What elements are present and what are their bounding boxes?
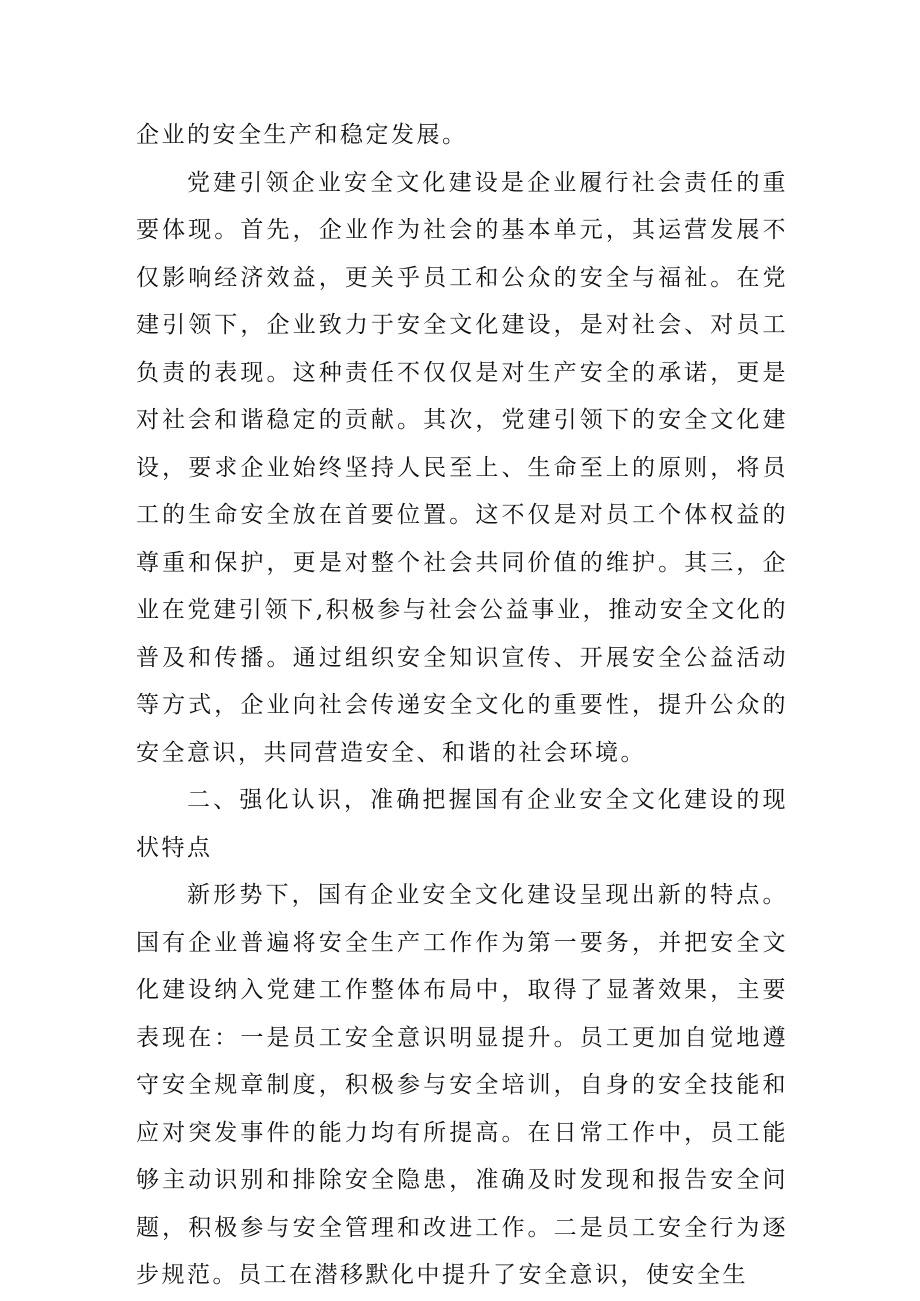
document-body	[136, 112, 788, 1300]
section-heading: 二、强化认识，准确把握国有企业安全文化建设的现状特点	[136, 787, 788, 861]
paragraph-social-responsibility: 党建引领企业安全文化建设是企业履行社会责任的重要体现。首先，企业作为社会的基本单元，其运营发展不仅影响经济效益，更关乎员工和公众的安全与福祉。在党建引领下，企业致力于安全文化建设，是对社会、对员工负责的表现。这种责任不仅仅是对生产安全的承诺，更是对社会和谐稳定的贡献。其次，党建引领下的安全文化建设，要求企业始终坚持人民至上、生命至上的原则，将员工的生命安全放在首要位置。这不仅是对员工个体权益的尊重和保护，更是对整个社会共同价值的维护。其三，企业在党建引领下,积极参与社会公益事业，推动安全文化的普及和传播。通过组织安全知识宣传、开展安全公益活动等方式，企业向社会传递安全文化的重要性，提升公众的安全意识，共同营造安全、和谐的社会环境。	[136, 169, 788, 766]
paragraph-current-status: 新形势下，国有企业安全文化建设呈现出新的特点。国有企业普遍将安全生产工作作为第一要务，并把安全文化建设纳入党建工作整体布局中，取得了显著效果，主要表现在：一是员工安全意识明显提升。员工更加自觉地遵守安全规章制度，积极参与安全培训，自身的安全技能和应对突发事件的能力均有所提高。在日常工作中，员工能够主动识别和排除安全隐患，准确及时发现和报告安全问题，积极参与安全管理和改进工作。二是员工安全行为逐步规范。员工在潜移默化中提升了安全意识，使安全生	[136, 882, 788, 1288]
paragraph-continuation: 企业的安全生产和稳定发展。	[136, 122, 468, 148]
